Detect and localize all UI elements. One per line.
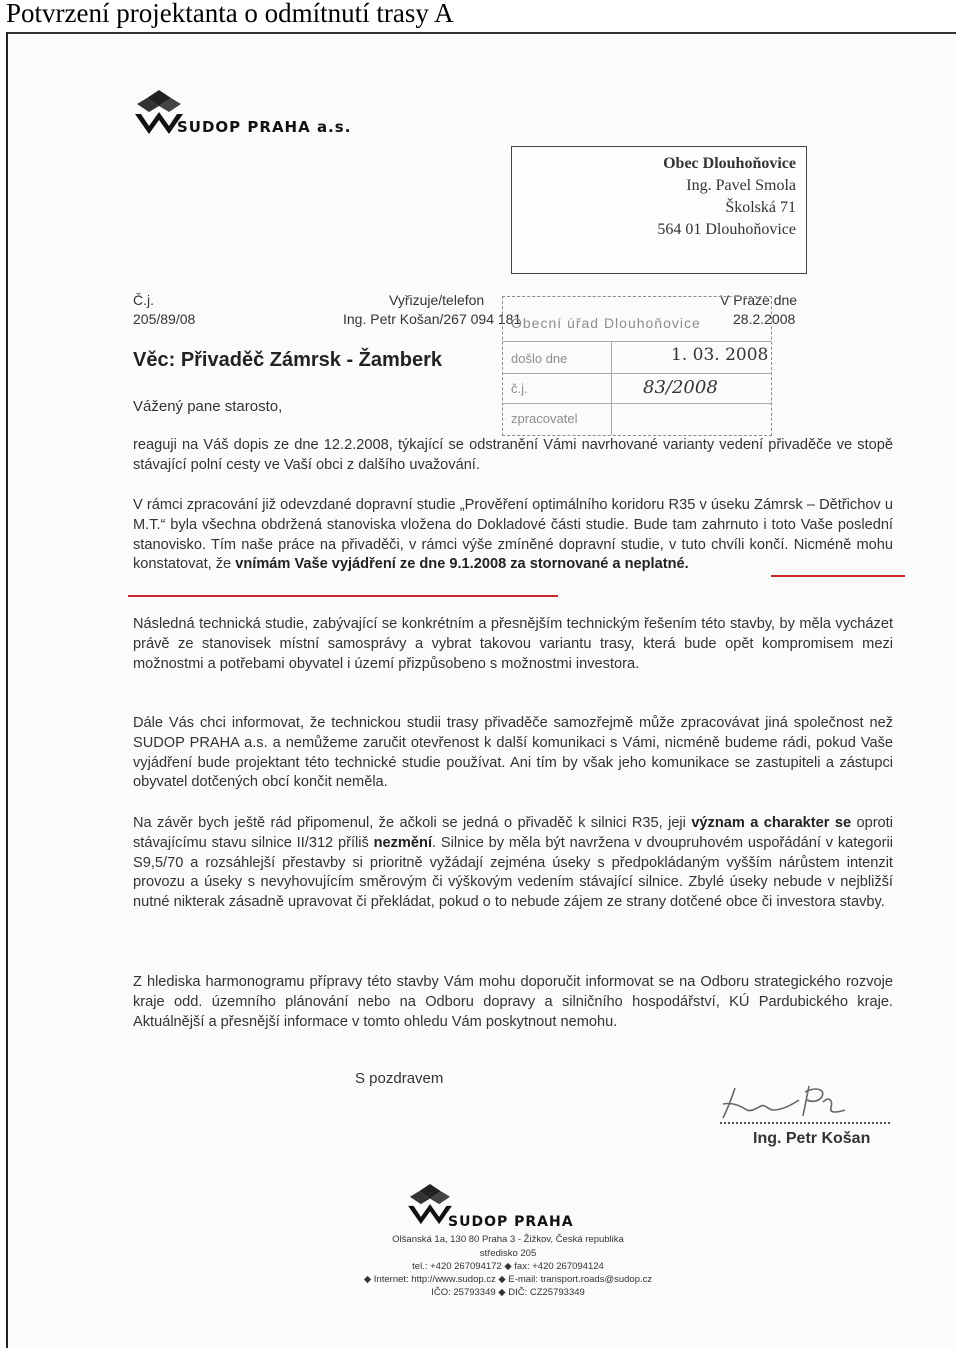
stamp-received-label: došlo dne: [511, 351, 568, 366]
closing: S pozdravem: [355, 1070, 444, 1087]
recipient-line: Obec Dlouhoňovice: [663, 155, 796, 172]
recipient-line: 564 01 Dlouhoňovice: [657, 221, 796, 238]
subject-text: Přivaděč Zámrsk - Žamberk: [180, 349, 443, 371]
footer-address: Olšanská 1a, 130 80 Praha 3 - Žižkov, Česká republika: [392, 1234, 624, 1245]
paragraph-1: reaguji na Váš dopis ze dne 12.2.2008, týkající se odstranění Vámi navrhované varianty vedení přivaděče ve stopě stávající polní cesty ve Vaší obci z dalšího uvažování.: [133, 437, 893, 473]
paragraph-2-text: V rámci zpracování již odevzdané dopravní studie „Prověření optimálního koridoru R35 v úseku Zámrsk – Dětřichov u M.T.“ byla všechna obdržená stanoviska vložena do Dokladové části studie. Bude tam zahrnuto i toto Vaše poslední stanovisko. Tím naše práce na přivaděči, v rámci výše zmíněné dopravní studie, v tuto chvíli končí. Nicméně mohu konstatovat, že: [133, 497, 893, 573]
stamp-ref-value: 83/2008: [643, 377, 718, 398]
date-label: V Praze dne: [720, 292, 798, 308]
emphasis-underline: [771, 575, 905, 577]
footer-ids: IČO: 25793349 ◆ DIČ: CZ25793349: [431, 1287, 585, 1298]
cj-value: 205/89/08: [133, 311, 196, 327]
salutation: Vážený pane starosto,: [133, 398, 283, 415]
received-stamp: [502, 296, 772, 436]
paragraph-5-text: Na závěr bych ještě rád připomenul, že ačkoli se jedná o přivaděč k silnici R35, jeji: [133, 815, 686, 831]
recipient-line: Ing. Pavel Smola: [686, 177, 796, 194]
scanned-letter: [6, 32, 956, 1348]
footer-company: SUDOP PRAHA: [448, 1214, 574, 1230]
paragraph-6: Z hlediska harmonogramu přípravy této stavby Vám mohu doporučit informovat se na Odboru strategického rozvoje kraje odd. územního plánování nebo na Odboru dopravy a silničního hospodářství, KÚ Pardubického kraje. Aktuálnější a přesnější informace v tomto ohledu Vám poskytnout nemohu.: [133, 974, 893, 1030]
paragraph-5-emphasis: nezmění: [373, 834, 432, 851]
signature-line: [720, 1122, 890, 1124]
page-title: Potvrzení projektanta o odmítnutí trasy A: [6, 0, 454, 28]
paragraph-4: Dále Vás chci informovat, že technickou studii trasy přivaděče samozřejmě může zpracovávat jiná společnost než SUDOP PRAHA a.s. a nemůžeme zaručit otevřenost k další komunikaci s Vámi, nicméně budeme rádi, pokud Vaše vyjádření bude projektant této technické studie používat. Ani tím by však jeho komunikace se zastupiteli a zástupci obyvatel dotčených obcí končit neměla.: [133, 715, 893, 791]
letterhead-company: SUDOP PRAHA a.s.: [177, 118, 352, 136]
footer-branch: středisko 205: [479, 1248, 537, 1259]
paragraph-5-text: oproti stávajícímu stavu silnice II/312 příliš: [133, 815, 893, 851]
paragraph-5: [133, 814, 893, 913]
recipient-address-box: [511, 146, 807, 274]
handler-label: Vyřizuje/telefon: [389, 292, 485, 308]
emphasis-underline: [128, 595, 558, 597]
recipient-line: Školská 71: [725, 199, 796, 216]
stamp-received-value: 1. 03. 2008: [671, 345, 769, 365]
date-value: 28.2.2008: [733, 311, 796, 327]
footer-web: ◆ Internet: http://www.sudop.cz ◆ E-mail: transport.roads@sudop.cz: [363, 1274, 653, 1285]
stamp-header: Obecní úřad Dlouhoňovice: [511, 315, 701, 331]
subject-label: Věc:: [133, 349, 176, 371]
handwritten-signature-icon: [713, 1080, 863, 1126]
stamp-ref-label: č.j.: [511, 381, 528, 396]
subject-line: [133, 349, 442, 372]
paragraph-5-text: . Silnice by měla být navržena v dvoupruhovém uspořádání v kategorii S9,5/70 a rozsáhlejší přestavby si prioritně vyžádají zejména úseky s předpokládaným vyšším nárůstem intenzit provozu a úseky s nevyhovujícím směrovým či výškovým vedením stávající silnice. Zbylé úseky nebude v nejbližší nutné nikterak zásadně upravovat či překládat, pokud o to nebude zájem ze strany dotčené obce či investora stavby.: [133, 834, 893, 911]
paragraph-5-emphasis: význam a charakter se: [691, 815, 852, 831]
paragraph-3: Následná technická studie, zabývající se konkrétním a přesnějším technickým řešením této stavby, by měla vycházet právě ze stanovisek místní samosprávy a vybrat takovou variantu trasy, která bude opět kompromisem mezi možnostmi a potřebami obyvatel i území přizpůsobeno s možnostmi investora.: [133, 616, 893, 672]
signer-name: Ing. Petr Košan: [753, 1130, 871, 1147]
sudop-logo-icon: [406, 1184, 454, 1226]
paragraph-2: [133, 496, 893, 575]
footer-phones: tel.: +420 267094172 ◆ fax: +420 267094124: [412, 1261, 604, 1272]
cj-label: Č.j.: [133, 292, 154, 308]
stamp-processor-label: zpracovatel: [511, 411, 578, 426]
paragraph-2-emphasis: vnímám Vaše vyjádření ze dne 9.1.2008 za stornované a neplatné.: [235, 556, 689, 573]
handler-value: Ing. Petr Košan/267 094 181: [343, 311, 522, 327]
